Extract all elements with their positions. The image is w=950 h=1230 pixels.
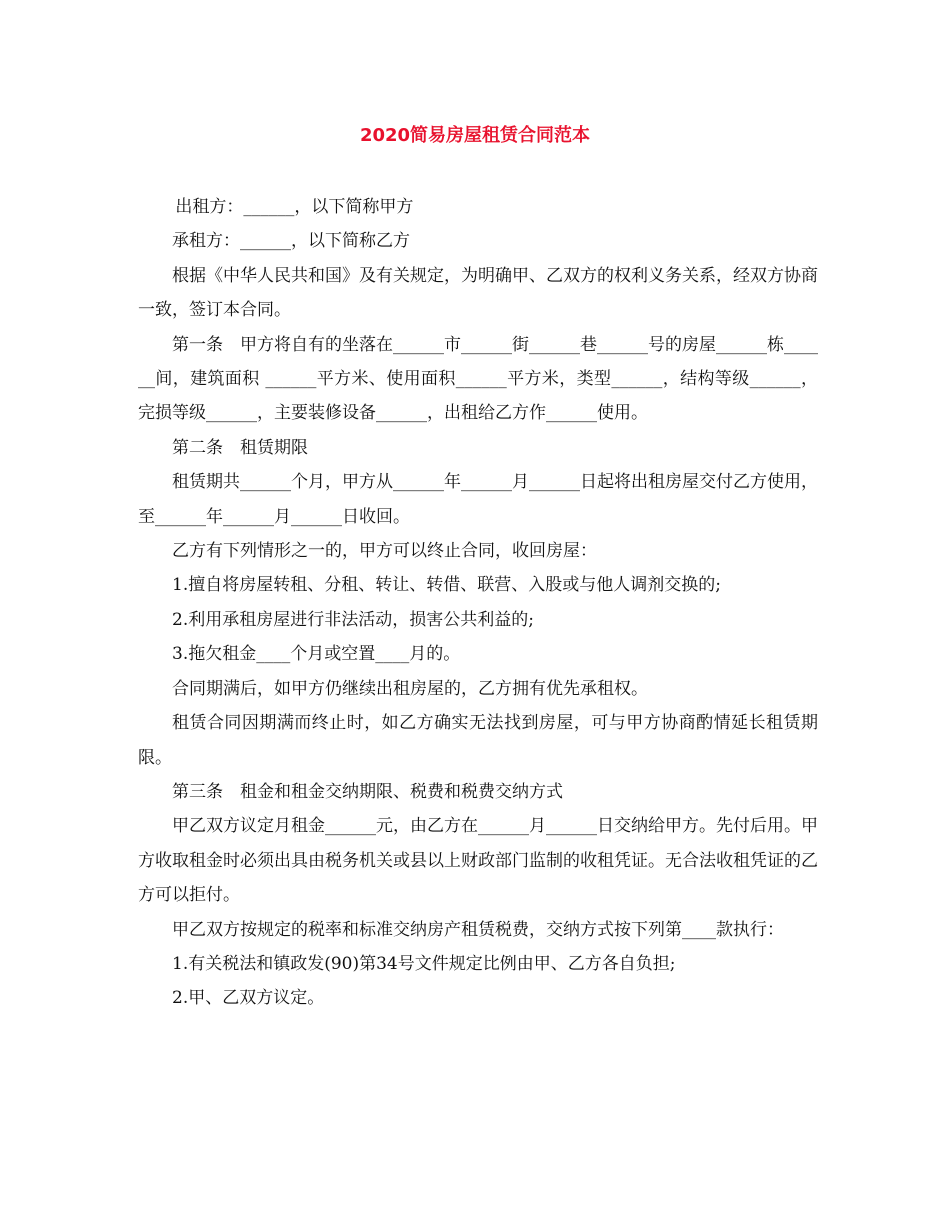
list-item-tax-1: 1.有关税法和镇政发(90)第34号文件规定比例由甲、乙方各自负担;: [172, 953, 676, 974]
paragraph-lessee: 承租方：______，以下简称乙方: [172, 231, 410, 252]
list-item-termination-2: 2.利用承租房屋进行非法活动，损害公共利益的;: [172, 609, 534, 630]
document-title: 2020简易房屋租赁合同范本: [359, 125, 591, 146]
paragraph-article-3-heading: 第三条 租金和租金交纳期限、税费和税费交纳方式: [172, 781, 563, 802]
paragraph-preamble: 根据《中华人民共和国》及有关规定，为明确甲、乙双方的权利义务关系，经双方协商一致，签订本合同。: [138, 265, 818, 321]
paragraph-article-2-heading: 第二条 租赁期限: [172, 437, 308, 458]
paragraph-article-1: 第一条 甲方将自有的坐落在______市______街______巷______号的房屋______栋______间，建筑面积 ______平方米、使用面积______平方米，类型______，结构等级______，完损等级______，主要装修设备______，出租给乙方作______使用。: [138, 334, 818, 424]
paragraph-termination-intro: 乙方有下列情形之一的，甲方可以终止合同，收回房屋：: [172, 541, 597, 562]
paragraph-tax: 甲乙双方按规定的税率和标准交纳房产租赁税费，交纳方式按下列第____款执行：: [172, 919, 784, 940]
list-item-termination-1: 1.擅自将房屋转租、分租、转让、转借、联营、入股或与他人调剂交换的;: [172, 575, 721, 596]
list-item-tax-2: 2.甲、乙双方议定。: [172, 988, 325, 1009]
document-body: [138, 190, 818, 1016]
paragraph-priority-right: 合同期满后，如甲方仍继续出租房屋的，乙方拥有优先承租权。: [172, 678, 648, 699]
list-item-termination-3: 3.拖欠租金____个月或空置____月的。: [172, 644, 461, 665]
paragraph-lessor: 出租方：______，以下简称甲方: [175, 197, 414, 217]
paragraph-extension: 租赁合同因期满而终止时，如乙方确实无法找到房屋，可与甲方协商酌情延长租赁期限。: [138, 713, 818, 768]
paragraph-lease-term: 租赁期共______个月，甲方从______年______月______日起将出租房屋交付乙方使用，至______年______月______日收回。: [138, 472, 818, 527]
paragraph-rent: 甲乙双方议定月租金______元，由乙方在______月______日交纳给甲方。先付后用。甲方收取租金时必须出具由税务机关或县以上财政部门监制的收租凭证。无合法收租凭证的乙方可以拒付。: [138, 816, 818, 906]
